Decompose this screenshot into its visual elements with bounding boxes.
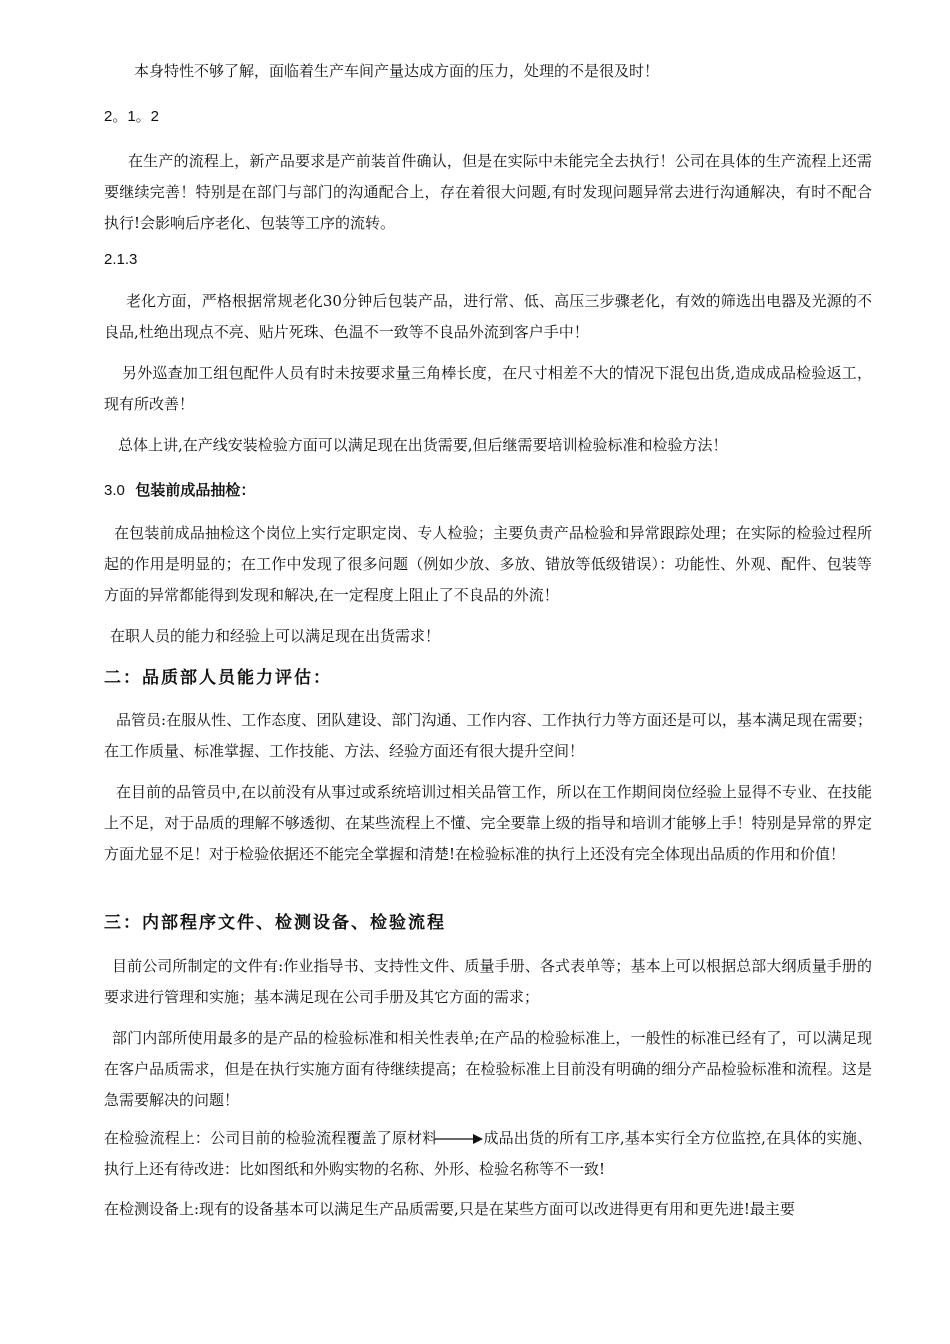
- paragraph-patrol-packaging: 另外巡查加工组包配件人员有时未按要求量三角棒长度，在尺寸相差不大的情况下混包出货,造成成品检验返工，现有所改善！: [104, 364, 872, 413]
- inspection-flow-text-part2: 成品出货的所有工序,基本实行全方位监控,在具体的实施、执行上还有待改进：比如图纸和外购实物的名称、外形、检验名称等不一致!: [104, 1129, 872, 1178]
- paragraph-staff-capability: 在职人员的能力和经验上可以满足现在出货需求！: [110, 627, 441, 645]
- paragraph-intro-continuation: 本身特性不够了解，面临着生产车间产量达成方面的压力，处理的不是很及时！: [134, 62, 660, 80]
- paragraph-overall-summary: 总体上讲,在产线安装检验方面可以满足现在出货需要,但后继需要培训检验标准和检验方法！: [118, 436, 728, 454]
- paragraph-qc-experience: 在目前的品管员中,在以前没有从事过或系统培训过相关品管工作，所以在工作期间岗位经验上显得不专业、在技能上不足，对于品质的理解不够透彻、在某些流程上不懂、完全要靠上级的指导和培训才能够上手！特别是异常的界定方面尤显不足！对于检验依据还不能完全掌握和清楚!在检验标准的执行上还没有完全体现出品质的作用和价值！: [104, 783, 872, 863]
- heading-personnel-assessment: 二：品质部人员能力评估：: [104, 668, 332, 688]
- section-number-2-1-2: 2。1。2: [104, 108, 160, 125]
- paragraph-pre-packaging-inspection: 在包装前成品抽检这个岗位上实行定职定岗、专人检验；主要负责产品检验和异常跟踪处理；在实际的检验过程所起的作用是明显的；在工作中发现了很多问题（例如少放、多放、错放等低级错误）：功能性、外观、配件、包装等方面的异常都能得到发现和解决,在一定程度上阻止了不良品的外流！: [104, 524, 872, 604]
- section-title-3-0: 包装前成品抽检：: [135, 481, 256, 499]
- arrow-right-icon: [437, 1133, 483, 1145]
- inspection-flow-text-part1: 在检验流程上：公司目前的检验流程覆盖了原材料: [104, 1129, 438, 1147]
- section-number-2-1-3: 2.1.3: [104, 251, 138, 268]
- paragraph-inspection-standards: 部门内部所使用最多的是产品的检验标准和相关性表单;在产品的检验标准上，一般性的标准已经有了，可以满足现在客户品质需求，但是在执行实施方面有待继续提高；在检验标准上目前没有明确的细分产品检验标准和流程。这是急需要解决的问题！: [104, 1029, 872, 1109]
- paragraph-aging: 老化方面，严格根据常规老化30分钟后包装产品，进行常、低、高压三步骤老化，有效的筛选出电器及光源的不良品,杜绝出现点不亮、贴片死珠、色温不一致等不良品外流到客户手中！: [104, 292, 872, 341]
- paragraph-company-documents: 目前公司所制定的文件有:作业指导书、支持性文件、质量手册、各式表单等；基本上可以根据总部大纲质量手册的要求进行管理和实施；基本满足现在公司手册及其它方面的需求；: [104, 957, 872, 1006]
- paragraph-qc-staff: 品管员:在服从性、工作态度、团队建设、部门沟通、工作内容、工作执行力等方面还是可以，基本满足现在需要；在工作质量、标准掌握、工作技能、方法、经验方面还有很大提升空间！: [104, 711, 872, 760]
- paragraph-testing-equipment: 在检测设备上:现有的设备基本可以满足生产品质需要,只是在某些方面可以改进得更有用和更先进!最主要: [104, 1200, 795, 1218]
- paragraph-inspection-flow: [104, 1123, 872, 1185]
- section-number-3-0: 3.0: [104, 482, 125, 499]
- paragraph-production-flow: 在生产的流程上，新产品要求是产前装首件确认，但是在实际中未能完全去执行！公司在具体的生产流程上还需要继续完善！特别是在部门与部门的沟通配合上，存在着很大问题,有时发现问题异常去进行沟通解决，有时不配合执行!会影响后序老化、包装等工序的流转。: [104, 152, 872, 232]
- heading-procedures-equipment: 三：内部程序文件、检测设备、检验流程: [104, 913, 446, 933]
- section-heading-3-0: [104, 475, 872, 506]
